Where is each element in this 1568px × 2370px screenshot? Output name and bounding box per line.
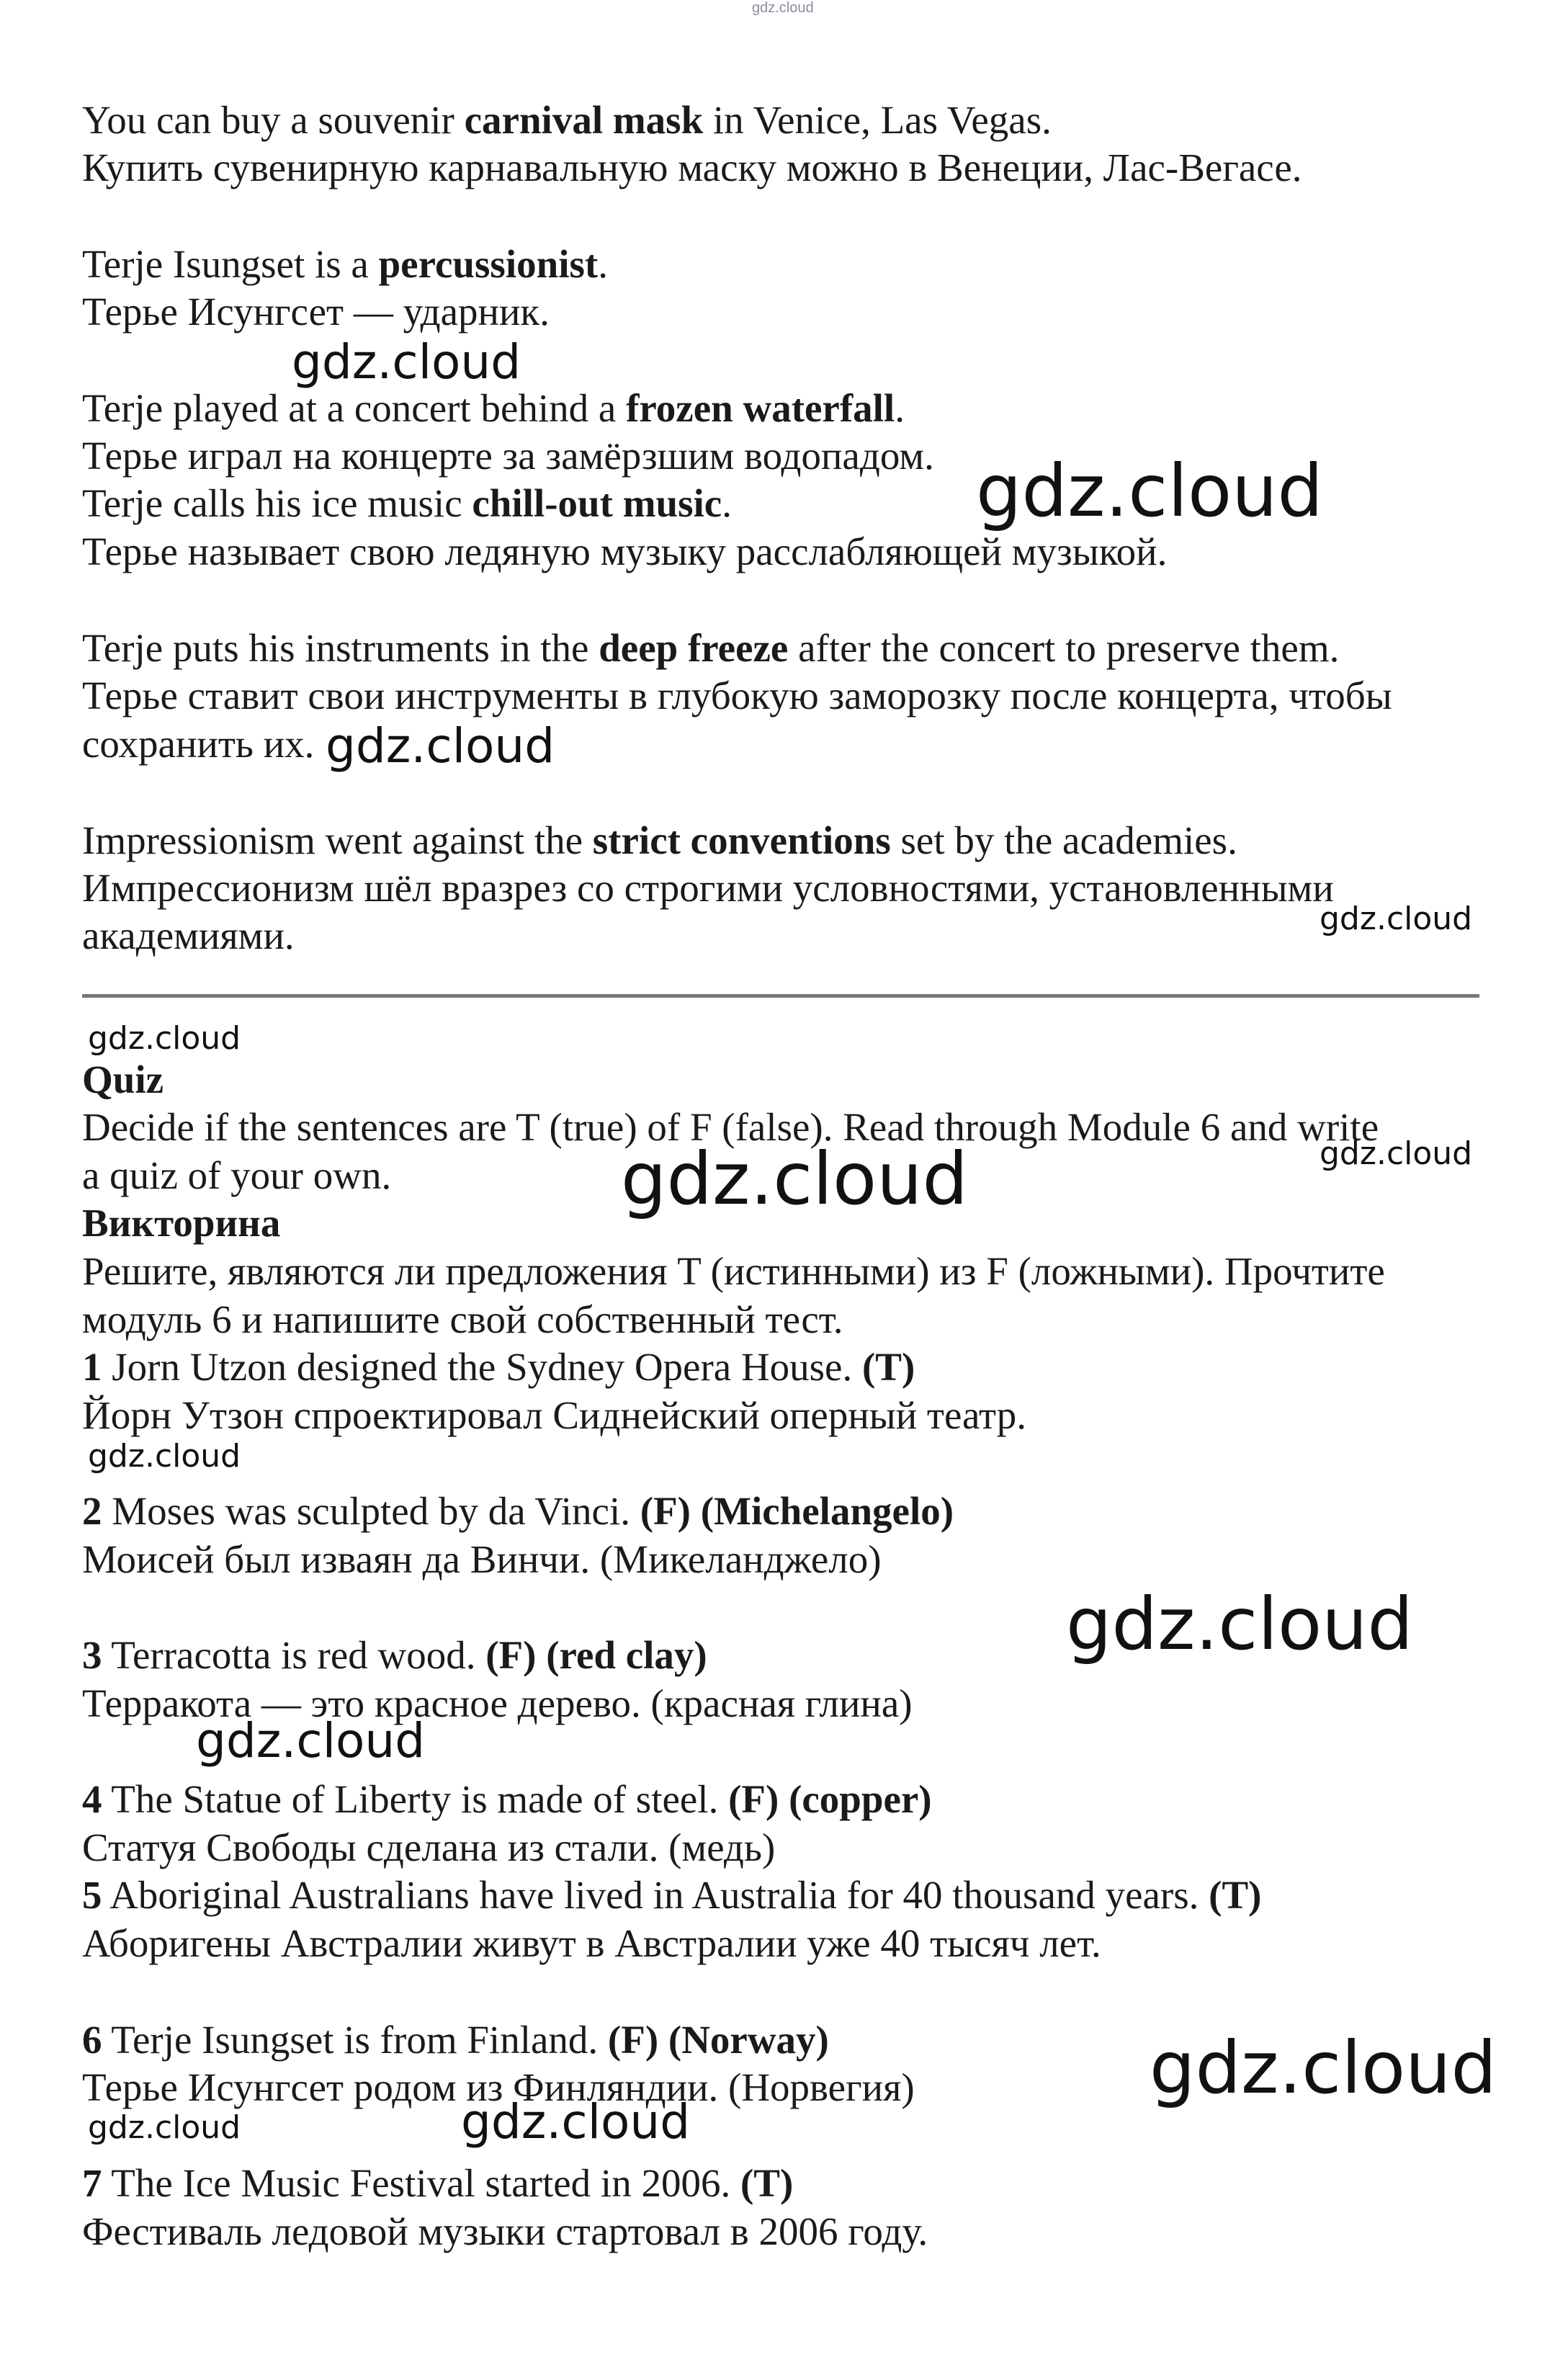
watermark: gdz.cloud	[461, 2094, 691, 2150]
watermark: gdz.cloud	[1320, 900, 1473, 937]
vocab-sentence-6-ru-1: Импрессионизм шёл вразрез со строгими условностями, установленными	[82, 866, 1334, 910]
vocab-sentence-2-en: Terje Isungset is a percussionist.	[82, 242, 608, 286]
quiz-item-5-ru: Аборигены Австралии живут в Австралии уже 40 тысяч лет.	[82, 1921, 1101, 1965]
quiz-item-5-en: 5 Aboriginal Australians have lived in Australia for 40 thousand years. (T)	[82, 1873, 1262, 1917]
watermark: gdz.cloud	[1320, 1135, 1473, 1172]
quiz-task-ru-2: модуль 6 и напишите свой собственный тест.	[82, 1297, 843, 1341]
vocab-sentence-3-ru: Терье играл на концерте за замёрзшим водопадом.	[82, 434, 934, 478]
quiz-item-6-en: 6 Terje Isungset is from Finland. (F) (Norway)	[82, 2018, 829, 2062]
quiz-title-ru: Викторина	[82, 1201, 281, 1245]
watermark: gdz.cloud	[292, 334, 521, 390]
quiz-task-en-2: a quiz of your own.	[82, 1153, 392, 1197]
watermark: gdz.cloud	[88, 2109, 241, 2146]
quiz-item-2-en: 2 Moses was sculpted by da Vinci. (F) (Michelangelo)	[82, 1489, 954, 1533]
quiz-item-3-ru: Терракота — это красное дерево. (красная глина)	[82, 1681, 913, 1725]
quiz-item-3-en: 3 Terracotta is red wood. (F) (red clay)	[82, 1633, 707, 1677]
vocab-sentence-4-ru: Терье называет свою ледяную музыку расслабляющей музыкой.	[82, 529, 1168, 573]
vocab-sentence-6-ru-2: академиями.	[82, 913, 295, 957]
vocab-sentence-5-ru-1: Терье ставит свои инструменты в глубокую заморозку после концерта, чтобы	[82, 674, 1392, 717]
vocab-sentence-5-en: Terje puts his instruments in the deep freeze after the concert to preserve them.	[82, 626, 1340, 670]
quiz-task-en-1: Decide if the sentences are T (true) of F (false). Read through Module 6 and write	[82, 1105, 1379, 1149]
vocab-sentence-1-ru: Купить сувенирную карнавальную маску можно в Венеции, Лас-Вегасе.	[82, 146, 1302, 189]
watermark: gdz.cloud	[621, 1137, 969, 1221]
quiz-title-en: Quiz	[82, 1057, 164, 1101]
watermark: gdz.cloud	[326, 718, 555, 774]
quiz-item-4-ru: Статуя Свободы сделана из стали. (медь)	[82, 1825, 776, 1869]
quiz-item-7-ru: Фестиваль ледовой музыки стартовал в 2006 году.	[82, 2209, 928, 2253]
section-divider	[82, 994, 1479, 998]
vocab-sentence-6-en: Impressionism went against the strict conventions set by the academies.	[82, 818, 1237, 862]
quiz-item-4-en: 4 The Statue of Liberty is made of steel. (F) (copper)	[82, 1777, 932, 1821]
quiz-item-7-en: 7 The Ice Music Festival started in 2006. (T)	[82, 2161, 794, 2205]
watermark: gdz.cloud	[976, 449, 1324, 533]
top-watermark: gdz.cloud	[752, 0, 814, 16]
watermark: gdz.cloud	[196, 1713, 426, 1768]
watermark: gdz.cloud	[88, 1020, 241, 1057]
vocab-sentence-3-en: Terje played at a concert behind a frozen waterfall.	[82, 386, 905, 430]
quiz-item-1-en: 1 Jorn Utzon designed the Sydney Opera House. (T)	[82, 1345, 915, 1389]
watermark: gdz.cloud	[1150, 2026, 1497, 2110]
quiz-item-2-ru: Моисей был изваян да Винчи. (Микеланджело)	[82, 1537, 882, 1581]
vocab-sentence-1-en: You can buy a souvenir carnival mask in Venice, Las Vegas.	[82, 98, 1052, 142]
quiz-item-1-ru: Йорн Утзон спроектировал Сиднейский оперный театр.	[82, 1393, 1026, 1437]
vocab-sentence-5-ru-2: сохранить их.	[82, 722, 315, 766]
quiz-task-ru-1: Решите, являются ли предложения T (истинными) из F (ложными). Прочтите	[82, 1249, 1385, 1293]
vocab-sentence-2-ru: Терье Исунгсет — ударник.	[82, 290, 550, 334]
watermark: gdz.cloud	[88, 1438, 241, 1475]
watermark: gdz.cloud	[1066, 1582, 1414, 1666]
quiz-item-6-ru: Терье Исунгсет родом из Финляндии. (Норвегия)	[82, 2065, 915, 2109]
vocab-sentence-4-en: Terje calls his ice music chill-out music.	[82, 481, 732, 525]
